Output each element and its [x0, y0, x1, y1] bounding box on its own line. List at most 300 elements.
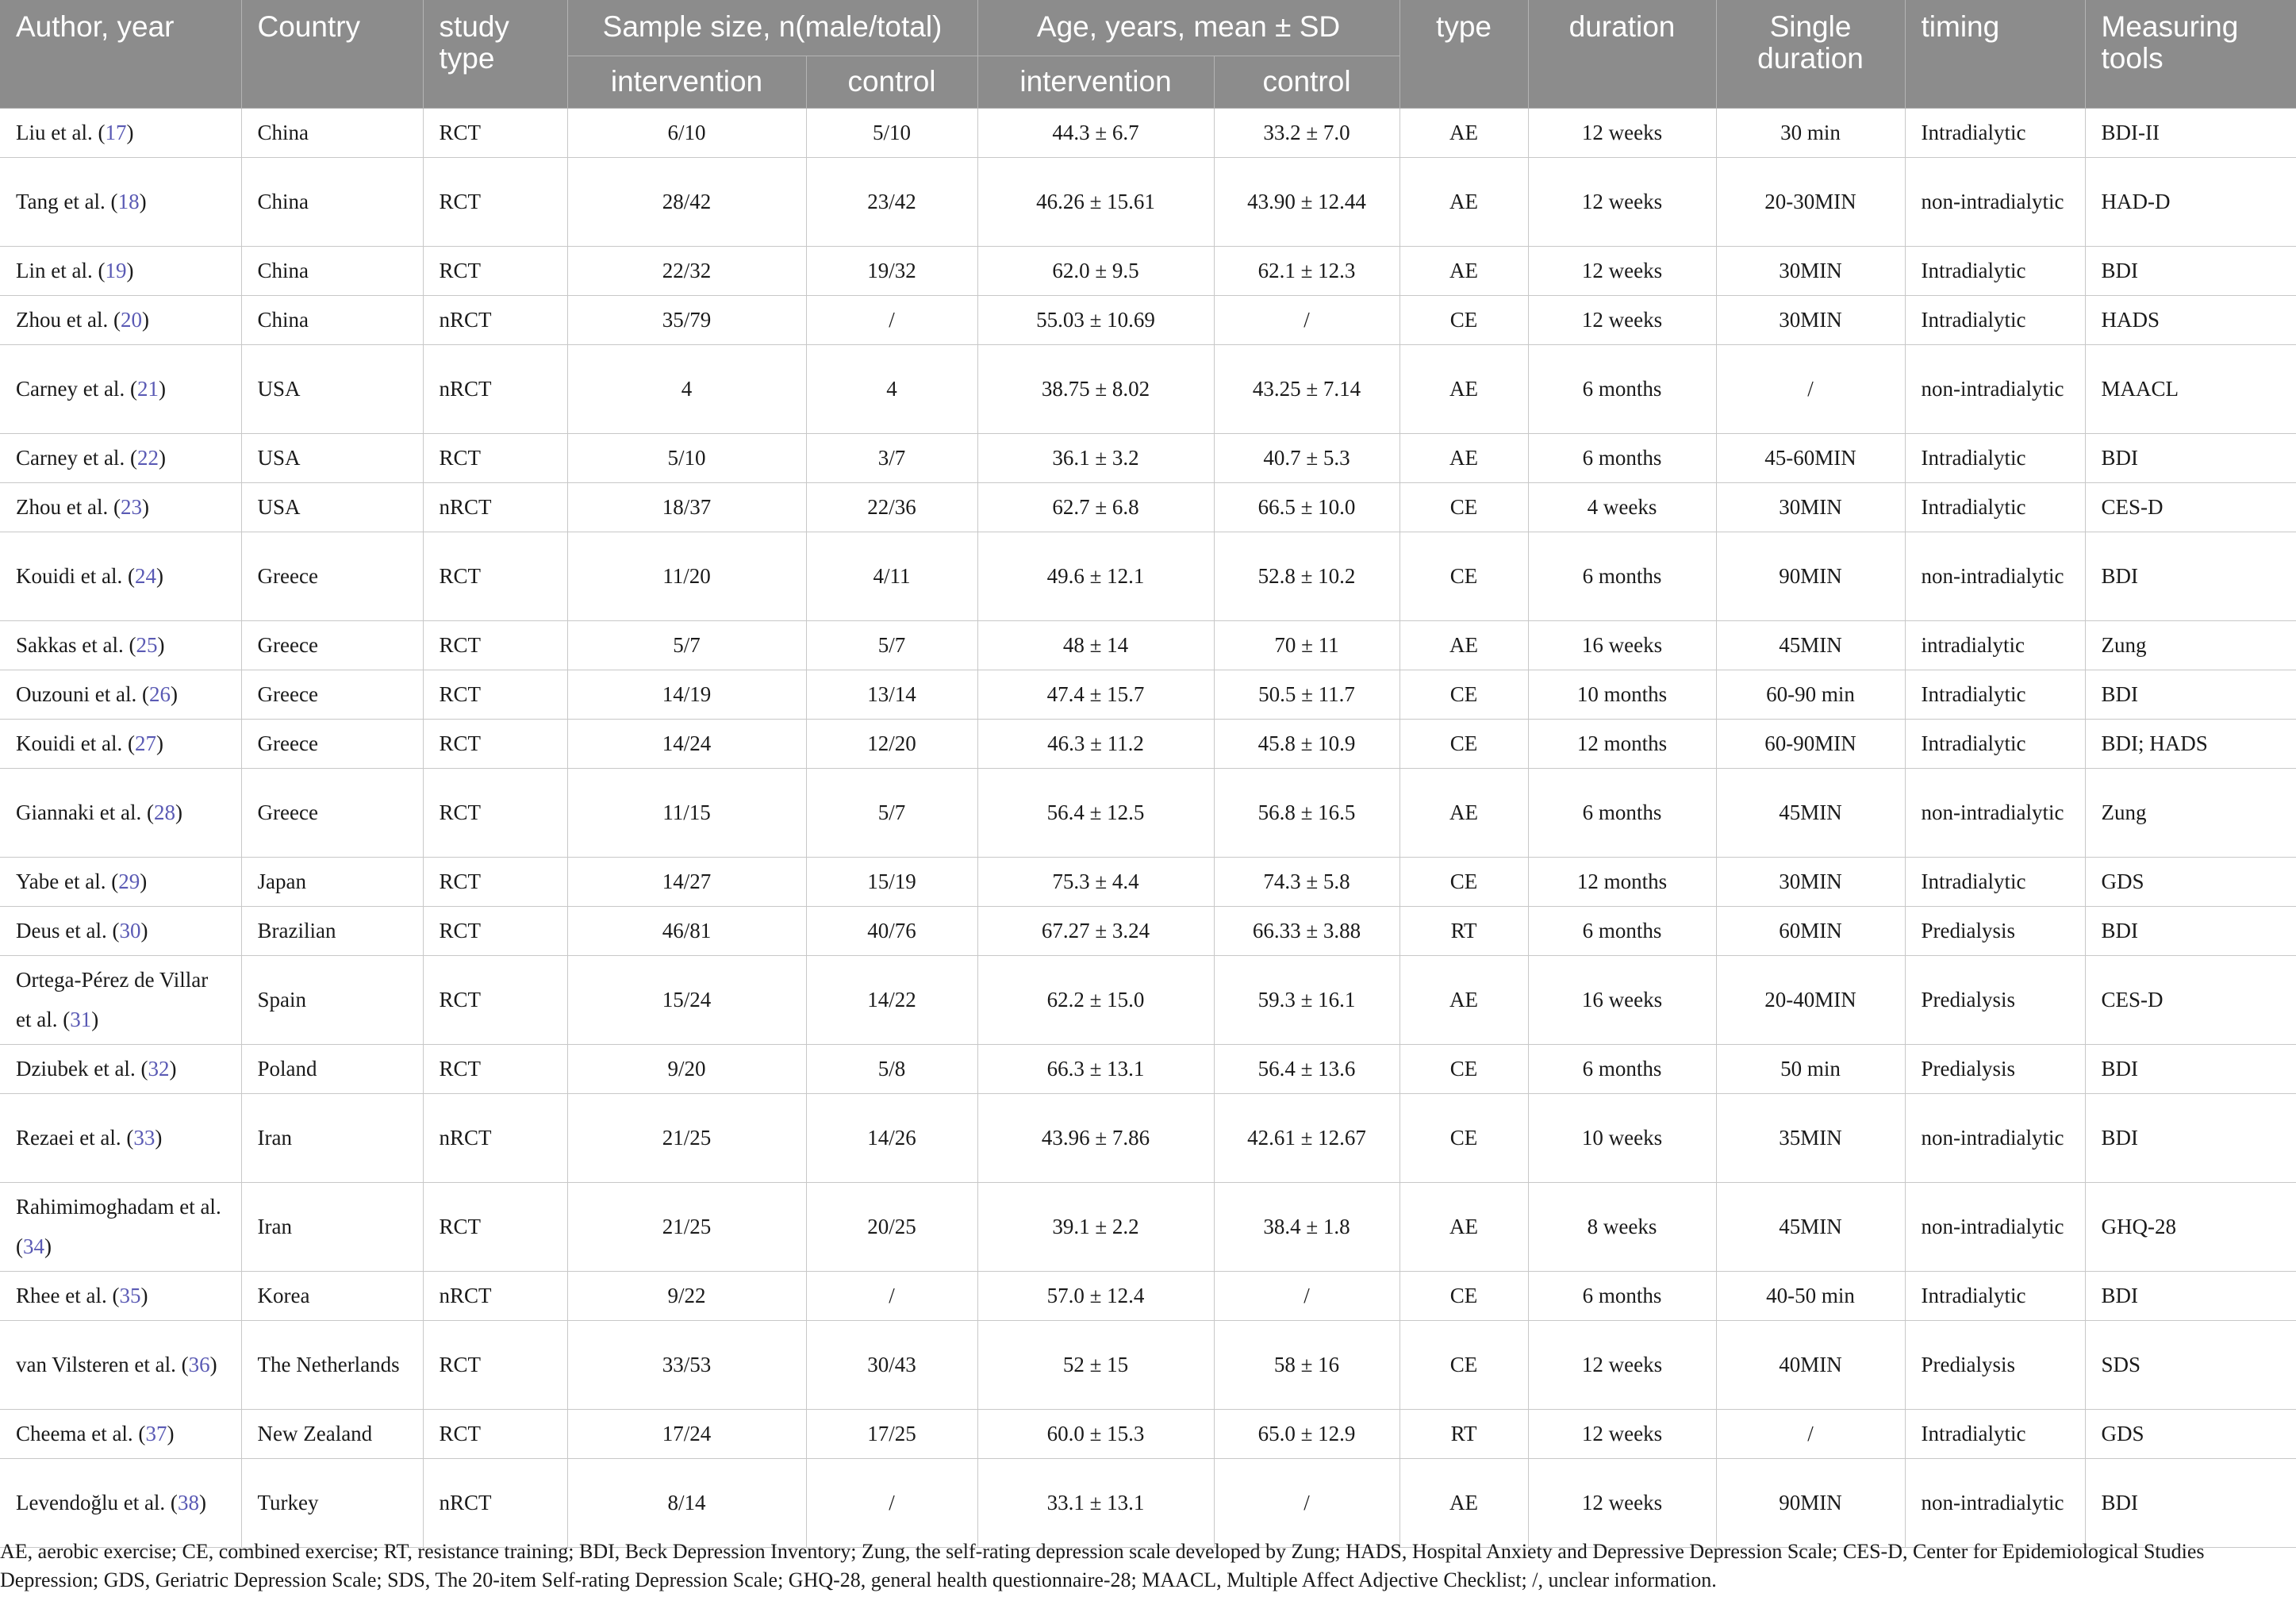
author-name: Zhou et al. (: [16, 308, 121, 332]
reference-link[interactable]: 17: [105, 121, 127, 144]
author-suffix: ): [167, 1422, 175, 1445]
cell-sample-intervention: 46/81: [567, 906, 806, 955]
cell-type: RT: [1399, 906, 1528, 955]
cell-timing: Intradialytic: [1905, 482, 2085, 532]
author-name: Carney et al. (: [16, 446, 137, 470]
cell-timing: Predialysis: [1905, 1044, 2085, 1093]
reference-link[interactable]: 31: [70, 1008, 92, 1031]
header-sample-intervention: intervention: [567, 56, 806, 108]
cell-age-intervention: 46.26 ± 15.61: [977, 157, 1214, 246]
cell-sample-control: 40/76: [806, 906, 977, 955]
cell-type: CE: [1399, 1320, 1528, 1409]
cell-sample-intervention: 17/24: [567, 1409, 806, 1458]
cell-type: AE: [1399, 1458, 1528, 1547]
cell-study-type: RCT: [423, 955, 567, 1044]
cell-sample-control: 5/7: [806, 620, 977, 670]
table-row: [0, 620, 2296, 670]
cell-single-duration: 45MIN: [1716, 1182, 1905, 1271]
author-name: Giannaki et al. (: [16, 800, 154, 824]
cell-type: AE: [1399, 433, 1528, 482]
table-row: [0, 433, 2296, 482]
cell-sample-intervention: 15/24: [567, 955, 806, 1044]
cell-study-type: RCT: [423, 1409, 567, 1458]
reference-link[interactable]: 35: [119, 1284, 141, 1307]
cell-age-intervention: 62.7 ± 6.8: [977, 482, 1214, 532]
header-timing: timing: [1905, 0, 2085, 108]
cell-duration: 10 weeks: [1528, 1093, 1716, 1182]
cell-timing: Intradialytic: [1905, 246, 2085, 295]
cell-duration: 6 months: [1528, 768, 1716, 857]
cell-author: [0, 344, 241, 433]
cell-country: Greece: [241, 670, 423, 719]
cell-sample-control: /: [806, 1458, 977, 1547]
cell-duration: 10 months: [1528, 670, 1716, 719]
cell-age-intervention: 55.03 ± 10.69: [977, 295, 1214, 344]
cell-author: [0, 532, 241, 620]
cell-age-intervention: 36.1 ± 3.2: [977, 433, 1214, 482]
cell-age-control: 74.3 ± 5.8: [1214, 857, 1399, 906]
cell-type: AE: [1399, 768, 1528, 857]
cell-single-duration: 60-90 min: [1716, 670, 1905, 719]
cell-type: AE: [1399, 344, 1528, 433]
cell-timing: Predialysis: [1905, 906, 2085, 955]
header-age: Age, years, mean ± SD: [977, 0, 1399, 56]
cell-country: Greece: [241, 768, 423, 857]
cell-single-duration: 90MIN: [1716, 532, 1905, 620]
reference-link[interactable]: 22: [136, 446, 159, 470]
cell-country: Greece: [241, 620, 423, 670]
table-body: [0, 108, 2296, 1547]
table-row: [0, 670, 2296, 719]
cell-study-type: RCT: [423, 1182, 567, 1271]
cell-country: New Zealand: [241, 1409, 423, 1458]
cell-country: USA: [241, 344, 423, 433]
author-suffix: ): [126, 259, 134, 282]
reference-link[interactable]: 24: [134, 564, 156, 588]
cell-author: [0, 719, 241, 768]
cell-measuring-tools: HADS: [2085, 295, 2296, 344]
cell-author: [0, 1182, 241, 1271]
author-name: Tang et al. (: [16, 190, 118, 213]
cell-measuring-tools: BDI: [2085, 906, 2296, 955]
header-sample-control: control: [806, 56, 977, 108]
author-name: Zhou et al. (: [16, 495, 121, 519]
cell-age-control: 66.5 ± 10.0: [1214, 482, 1399, 532]
cell-type: AE: [1399, 157, 1528, 246]
cell-study-type: RCT: [423, 620, 567, 670]
reference-link[interactable]: 23: [120, 495, 142, 519]
cell-timing: non-intradialytic: [1905, 157, 2085, 246]
cell-measuring-tools: Zung: [2085, 768, 2296, 857]
cell-age-intervention: 38.75 ± 8.02: [977, 344, 1214, 433]
table-row: [0, 1044, 2296, 1093]
reference-link[interactable]: 20: [120, 308, 142, 332]
cell-timing: Intradialytic: [1905, 1409, 2085, 1458]
cell-age-intervention: 48 ± 14: [977, 620, 1214, 670]
cell-sample-control: 5/8: [806, 1044, 977, 1093]
header-single-duration: Single duration: [1716, 0, 1905, 108]
cell-age-control: 66.33 ± 3.88: [1214, 906, 1399, 955]
cell-type: CE: [1399, 1271, 1528, 1320]
author-suffix: ): [140, 919, 148, 942]
author-suffix: ): [140, 870, 148, 893]
reference-link[interactable]: 27: [134, 731, 156, 755]
cell-age-control: 56.4 ± 13.6: [1214, 1044, 1399, 1093]
cell-author: [0, 157, 241, 246]
cell-type: CE: [1399, 1044, 1528, 1093]
author-name: van Vilsteren et al. (: [16, 1353, 189, 1376]
cell-duration: 6 months: [1528, 433, 1716, 482]
author-suffix: ): [140, 1284, 148, 1307]
cell-age-control: 50.5 ± 11.7: [1214, 670, 1399, 719]
header-sample-size: Sample size, n(male/total): [567, 0, 977, 56]
cell-measuring-tools: BDI: [2085, 532, 2296, 620]
cell-author: [0, 768, 241, 857]
cell-study-type: nRCT: [423, 1271, 567, 1320]
cell-sample-intervention: 21/25: [567, 1093, 806, 1182]
cell-single-duration: 45MIN: [1716, 768, 1905, 857]
cell-sample-control: /: [806, 1271, 977, 1320]
cell-country: Greece: [241, 532, 423, 620]
cell-sample-intervention: 21/25: [567, 1182, 806, 1271]
reference-link[interactable]: 33: [133, 1126, 155, 1150]
cell-author: [0, 955, 241, 1044]
author-suffix: ): [141, 495, 149, 519]
cell-single-duration: /: [1716, 1409, 1905, 1458]
table-row: [0, 532, 2296, 620]
cell-country: USA: [241, 433, 423, 482]
cell-sample-intervention: 22/32: [567, 246, 806, 295]
cell-country: China: [241, 108, 423, 157]
cell-age-control: /: [1214, 1271, 1399, 1320]
cell-single-duration: 60-90MIN: [1716, 719, 1905, 768]
cell-age-intervention: 67.27 ± 3.24: [977, 906, 1214, 955]
cell-study-type: nRCT: [423, 1458, 567, 1547]
cell-study-type: RCT: [423, 1044, 567, 1093]
author-name: Deus et al. (: [16, 919, 120, 942]
cell-study-type: RCT: [423, 768, 567, 857]
cell-study-type: RCT: [423, 719, 567, 768]
cell-duration: 12 weeks: [1528, 108, 1716, 157]
cell-duration: 12 months: [1528, 857, 1716, 906]
cell-type: CE: [1399, 1093, 1528, 1182]
cell-single-duration: 30MIN: [1716, 295, 1905, 344]
table-row: [0, 344, 2296, 433]
cell-measuring-tools: BDI: [2085, 1458, 2296, 1547]
cell-duration: 6 months: [1528, 906, 1716, 955]
table-row: [0, 1458, 2296, 1547]
header-type: type: [1399, 0, 1528, 108]
cell-age-control: 45.8 ± 10.9: [1214, 719, 1399, 768]
cell-single-duration: 30 min: [1716, 108, 1905, 157]
reference-link[interactable]: 26: [148, 682, 171, 706]
cell-author: [0, 1320, 241, 1409]
cell-duration: 12 weeks: [1528, 157, 1716, 246]
cell-timing: Intradialytic: [1905, 295, 2085, 344]
cell-measuring-tools: GHQ-28: [2085, 1182, 2296, 1271]
cell-sample-intervention: 5/10: [567, 433, 806, 482]
cell-single-duration: 45MIN: [1716, 620, 1905, 670]
cell-duration: 12 weeks: [1528, 1458, 1716, 1547]
author-name: Rhee et al. (: [16, 1284, 120, 1307]
reference-link[interactable]: 28: [153, 800, 175, 824]
cell-sample-control: 30/43: [806, 1320, 977, 1409]
author-name: Liu et al. (: [16, 121, 106, 144]
cell-study-type: nRCT: [423, 344, 567, 433]
cell-age-control: 62.1 ± 12.3: [1214, 246, 1399, 295]
cell-country: China: [241, 246, 423, 295]
cell-type: CE: [1399, 482, 1528, 532]
cell-type: RT: [1399, 1409, 1528, 1458]
cell-country: Turkey: [241, 1458, 423, 1547]
author-suffix: ): [91, 1008, 99, 1031]
header-author: Author, year: [0, 0, 241, 108]
cell-author: [0, 1458, 241, 1547]
cell-country: Spain: [241, 955, 423, 1044]
reference-link[interactable]: 34: [23, 1234, 44, 1258]
cell-timing: Intradialytic: [1905, 857, 2085, 906]
cell-type: AE: [1399, 108, 1528, 157]
reference-link[interactable]: 37: [145, 1422, 167, 1445]
author-name: Yabe et al. (: [16, 870, 119, 893]
author-suffix: ): [155, 1126, 163, 1150]
cell-age-control: 40.7 ± 5.3: [1214, 433, 1399, 482]
cell-study-type: RCT: [423, 532, 567, 620]
cell-age-intervention: 47.4 ± 15.7: [977, 670, 1214, 719]
cell-study-type: RCT: [423, 857, 567, 906]
table-row: [0, 857, 2296, 906]
header-country: Country: [241, 0, 423, 108]
cell-sample-intervention: 11/20: [567, 532, 806, 620]
cell-study-type: RCT: [423, 157, 567, 246]
cell-author: [0, 1044, 241, 1093]
cell-author: [0, 433, 241, 482]
author-suffix: ): [155, 564, 163, 588]
cell-timing: intradialytic: [1905, 620, 2085, 670]
cell-measuring-tools: Zung: [2085, 620, 2296, 670]
table-row: [0, 719, 2296, 768]
cell-measuring-tools: HAD-D: [2085, 157, 2296, 246]
cell-age-control: 59.3 ± 16.1: [1214, 955, 1399, 1044]
cell-single-duration: 40MIN: [1716, 1320, 1905, 1409]
author-suffix: ): [155, 731, 163, 755]
cell-author: [0, 1409, 241, 1458]
cell-single-duration: 45-60MIN: [1716, 433, 1905, 482]
cell-age-control: 70 ± 11: [1214, 620, 1399, 670]
cell-single-duration: 90MIN: [1716, 1458, 1905, 1547]
reference-link[interactable]: 38: [177, 1491, 199, 1514]
cell-type: AE: [1399, 1182, 1528, 1271]
author-name: Cheema et al. (: [16, 1422, 146, 1445]
table-row: [0, 108, 2296, 157]
cell-duration: 16 weeks: [1528, 620, 1716, 670]
author-name: Lin et al. (: [16, 259, 106, 282]
cell-duration: 12 months: [1528, 719, 1716, 768]
cell-age-intervention: 62.2 ± 15.0: [977, 955, 1214, 1044]
cell-study-type: RCT: [423, 108, 567, 157]
author-name: Rahimimoghadam et al. (: [16, 1195, 221, 1258]
cell-single-duration: 50 min: [1716, 1044, 1905, 1093]
cell-type: CE: [1399, 719, 1528, 768]
author-name: Ouzouni et al. (: [16, 682, 149, 706]
table-footnote: AE, aerobic exercise; CE, combined exercise; RT, resistance training; BDI, Beck Depression Inventory; Zung, the self-rating depression scale developed by Zung; HADS, Hospital Anxiety and Depressive Depression Scale; CES-D, Center for Epidemiological Studies Depression; GDS, Geriatric Depression Scale; SDS, The 20-item Self-rating Depression Scale; GHQ-28, general health questionnaire-28; MAACL, Multiple Affect Adjective Checklist; /, unclear information.: [0, 1540, 2205, 1591]
cell-single-duration: 20-30MIN: [1716, 157, 1905, 246]
table-row: [0, 768, 2296, 857]
cell-type: AE: [1399, 620, 1528, 670]
cell-single-duration: 35MIN: [1716, 1093, 1905, 1182]
cell-measuring-tools: BDI-II: [2085, 108, 2296, 157]
cell-sample-intervention: 4: [567, 344, 806, 433]
cell-sample-control: 4: [806, 344, 977, 433]
cell-author: [0, 482, 241, 532]
cell-country: USA: [241, 482, 423, 532]
cell-duration: 6 months: [1528, 532, 1716, 620]
cell-age-intervention: 66.3 ± 13.1: [977, 1044, 1214, 1093]
table-row: [0, 157, 2296, 246]
cell-sample-control: 5/7: [806, 768, 977, 857]
cell-age-control: 33.2 ± 7.0: [1214, 108, 1399, 157]
cell-type: CE: [1399, 295, 1528, 344]
table-row: [0, 955, 2296, 1044]
cell-country: Poland: [241, 1044, 423, 1093]
cell-sample-intervention: 28/42: [567, 157, 806, 246]
cell-country: China: [241, 157, 423, 246]
cell-author: [0, 246, 241, 295]
cell-sample-intervention: 33/53: [567, 1320, 806, 1409]
cell-country: Korea: [241, 1271, 423, 1320]
table-row: [0, 1093, 2296, 1182]
reference-link[interactable]: 18: [117, 190, 140, 213]
cell-author: [0, 108, 241, 157]
table-row: [0, 1409, 2296, 1458]
cell-sample-control: 15/19: [806, 857, 977, 906]
author-name: Kouidi et al. (: [16, 731, 135, 755]
reference-link[interactable]: 25: [136, 633, 158, 657]
cell-measuring-tools: BDI: [2085, 1093, 2296, 1182]
cell-sample-intervention: 35/79: [567, 295, 806, 344]
author-suffix: ): [139, 190, 147, 213]
cell-duration: 16 weeks: [1528, 955, 1716, 1044]
cell-timing: Intradialytic: [1905, 108, 2085, 157]
cell-author: [0, 857, 241, 906]
cell-sample-control: 12/20: [806, 719, 977, 768]
cell-study-type: nRCT: [423, 1093, 567, 1182]
author-name: Ortega-Pérez de Villar et al. (: [16, 968, 209, 1031]
cell-sample-control: 3/7: [806, 433, 977, 482]
author-name: Dziubek et al. (: [16, 1057, 148, 1081]
table-row: [0, 246, 2296, 295]
cell-author: [0, 295, 241, 344]
table-header: [0, 0, 2296, 108]
table-row: [0, 1271, 2296, 1320]
cell-single-duration: /: [1716, 344, 1905, 433]
cell-timing: non-intradialytic: [1905, 1458, 2085, 1547]
cell-sample-intervention: 14/24: [567, 719, 806, 768]
cell-duration: 8 weeks: [1528, 1182, 1716, 1271]
cell-age-intervention: 52 ± 15: [977, 1320, 1214, 1409]
reference-link[interactable]: 19: [105, 259, 127, 282]
header-age-intervention: intervention: [977, 56, 1214, 108]
cell-sample-control: 14/26: [806, 1093, 977, 1182]
cell-age-intervention: 43.96 ± 7.86: [977, 1093, 1214, 1182]
author-suffix: ): [141, 308, 149, 332]
cell-single-duration: 30MIN: [1716, 857, 1905, 906]
cell-sample-intervention: 5/7: [567, 620, 806, 670]
cell-duration: 4 weeks: [1528, 482, 1716, 532]
cell-measuring-tools: CES-D: [2085, 955, 2296, 1044]
cell-sample-control: 13/14: [806, 670, 977, 719]
cell-age-control: 38.4 ± 1.8: [1214, 1182, 1399, 1271]
cell-country: Greece: [241, 719, 423, 768]
author-name: Kouidi et al. (: [16, 564, 135, 588]
cell-timing: non-intradialytic: [1905, 768, 2085, 857]
cell-sample-control: 19/32: [806, 246, 977, 295]
cell-age-intervention: 57.0 ± 12.4: [977, 1271, 1214, 1320]
cell-timing: Intradialytic: [1905, 433, 2085, 482]
cell-timing: non-intradialytic: [1905, 344, 2085, 433]
author-suffix: ): [170, 682, 178, 706]
cell-study-type: RCT: [423, 906, 567, 955]
cell-study-type: nRCT: [423, 295, 567, 344]
cell-measuring-tools: GDS: [2085, 857, 2296, 906]
cell-sample-intervention: 14/19: [567, 670, 806, 719]
cell-age-control: 56.8 ± 16.5: [1214, 768, 1399, 857]
reference-link[interactable]: 30: [119, 919, 141, 942]
cell-sample-control: 5/10: [806, 108, 977, 157]
cell-sample-control: 14/22: [806, 955, 977, 1044]
header-age-control: control: [1214, 56, 1399, 108]
cell-age-intervention: 39.1 ± 2.2: [977, 1182, 1214, 1271]
cell-author: [0, 1093, 241, 1182]
cell-age-control: 42.61 ± 12.67: [1214, 1093, 1399, 1182]
cell-measuring-tools: BDI: [2085, 1271, 2296, 1320]
cell-measuring-tools: MAACL: [2085, 344, 2296, 433]
author-suffix: ): [169, 1057, 177, 1081]
cell-single-duration: 20-40MIN: [1716, 955, 1905, 1044]
cell-timing: Predialysis: [1905, 1320, 2085, 1409]
cell-sample-control: 20/25: [806, 1182, 977, 1271]
author-name: Rezaei et al. (: [16, 1126, 134, 1150]
author-suffix: ): [126, 121, 134, 144]
cell-sample-intervention: 9/22: [567, 1271, 806, 1320]
cell-sample-control: 23/42: [806, 157, 977, 246]
author-suffix: ): [158, 446, 166, 470]
cell-age-intervention: 56.4 ± 12.5: [977, 768, 1214, 857]
table-row: [0, 1320, 2296, 1409]
cell-timing: non-intradialytic: [1905, 1093, 2085, 1182]
cell-age-control: 52.8 ± 10.2: [1214, 532, 1399, 620]
cell-sample-intervention: 8/14: [567, 1458, 806, 1547]
header-study-type: study type: [423, 0, 567, 108]
cell-single-duration: 60MIN: [1716, 906, 1905, 955]
cell-duration: 6 months: [1528, 344, 1716, 433]
cell-sample-control: /: [806, 295, 977, 344]
cell-country: Brazilian: [241, 906, 423, 955]
cell-study-type: RCT: [423, 1320, 567, 1409]
reference-link[interactable]: 36: [188, 1353, 210, 1376]
cell-type: AE: [1399, 246, 1528, 295]
cell-study-type: RCT: [423, 433, 567, 482]
reference-link[interactable]: 29: [118, 870, 140, 893]
reference-link[interactable]: 32: [148, 1057, 170, 1081]
cell-duration: 12 weeks: [1528, 246, 1716, 295]
cell-timing: non-intradialytic: [1905, 532, 2085, 620]
reference-link[interactable]: 21: [136, 377, 159, 401]
table-row: [0, 906, 2296, 955]
cell-age-control: 65.0 ± 12.9: [1214, 1409, 1399, 1458]
author-suffix: ): [198, 1491, 206, 1514]
cell-timing: Intradialytic: [1905, 670, 2085, 719]
